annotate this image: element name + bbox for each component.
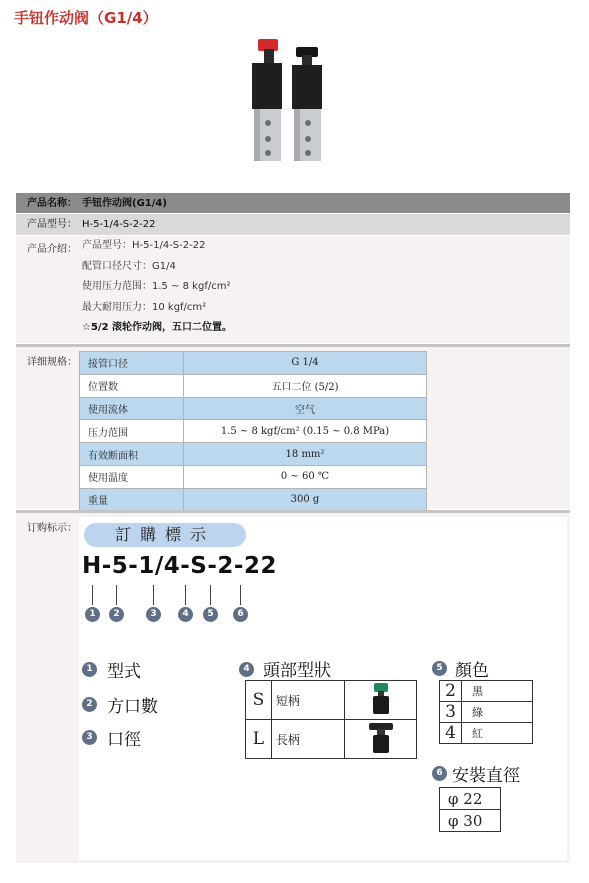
index-badge: 1 <box>85 607 100 622</box>
head-label: 短柄 <box>271 681 345 720</box>
mount-value: φ 22 <box>440 788 501 810</box>
name-value: 手钮作动阀(G1/4) <box>82 198 167 209</box>
detail-key: 压力范围 <box>80 420 184 443</box>
intro-line: ☆5/2 滚轮作动阀，五口二位置。 <box>82 322 233 333</box>
detail-table <box>79 351 427 512</box>
color-label: 紅 <box>462 723 533 744</box>
legend-mount: 安裝直徑 <box>452 766 520 786</box>
table-row <box>440 681 533 702</box>
legend-color: 顏色 <box>455 661 489 681</box>
order-panel <box>79 517 567 860</box>
index-badge: 3 <box>82 730 97 745</box>
table-row <box>80 443 427 466</box>
color-label: 黑 <box>462 681 533 702</box>
intro-row <box>16 236 570 344</box>
index-badge: 4 <box>239 662 254 677</box>
table-row <box>80 352 427 375</box>
index-badge: 2 <box>82 697 97 712</box>
legend-type: 型式 <box>107 662 141 682</box>
index-badge: 3 <box>146 607 161 622</box>
table-row <box>80 374 427 397</box>
table-row <box>80 488 427 511</box>
color-code: 4 <box>440 723 462 744</box>
intro-line: 产品型号：H-5-1/4-S-2-22 <box>82 240 206 251</box>
legend-head: 頭部型狀 <box>263 661 331 681</box>
head-label: 長柄 <box>271 720 345 759</box>
order-header: 訂購標示 <box>84 523 246 547</box>
intro-line: 最大耐用压力：10 kgf/cm² <box>82 301 207 313</box>
code-tick <box>153 585 154 605</box>
detail-key: 使用流体 <box>80 397 184 420</box>
legend-ports: 方口數 <box>107 697 158 717</box>
name-label: 产品名称： <box>27 198 77 209</box>
table-row <box>80 397 427 420</box>
detail-key: 有效断面积 <box>80 443 184 466</box>
detail-value: 0 ~ 60 ℃ <box>184 465 427 488</box>
index-badge: 2 <box>109 607 124 622</box>
detail-label: 详细规格： <box>27 357 77 368</box>
head-code: L <box>246 720 272 759</box>
code-tick <box>92 585 93 605</box>
model-value: H-5-1/4-S-2-22 <box>82 219 156 230</box>
code-tick <box>185 585 186 605</box>
name-row <box>16 193 570 214</box>
index-badge: 5 <box>432 661 447 676</box>
legend-bore: 口徑 <box>107 730 141 750</box>
detail-value: 空气 <box>184 397 427 420</box>
order-code: H-5-1/4-S-2-22 <box>82 553 277 579</box>
intro-line: 配管口径尺寸：G1/4 <box>82 260 176 272</box>
model-label: 产品型号： <box>27 219 77 230</box>
color-code: 2 <box>440 681 462 702</box>
index-badge: 6 <box>233 607 248 622</box>
detail-key: 重量 <box>80 488 184 511</box>
head-code: S <box>246 681 272 720</box>
product-photo <box>244 35 330 169</box>
detail-value: 18 mm² <box>184 443 427 466</box>
table-row <box>246 720 417 759</box>
table-row <box>246 681 417 720</box>
table-row <box>440 723 533 744</box>
spec-table <box>16 193 570 830</box>
code-tick <box>240 585 241 605</box>
table-row <box>440 702 533 723</box>
detail-value: 1.5 ~ 8 kgf/cm² (0.15 ~ 0.8 MPa) <box>184 420 427 443</box>
table-row <box>80 420 427 443</box>
mount-table <box>439 787 501 832</box>
order-label: 订购标示： <box>27 523 77 534</box>
page-title: 手钮作动阀（G1/4） <box>14 9 158 27</box>
intro-label: 产品介绍： <box>27 244 77 255</box>
color-table <box>439 680 533 744</box>
table-row <box>440 810 501 832</box>
model-row <box>16 214 570 236</box>
head-table <box>245 680 417 759</box>
detail-key: 接管口径 <box>80 352 184 375</box>
detail-key: 位置数 <box>80 374 184 397</box>
code-tick <box>210 585 211 605</box>
long-handle-icon <box>368 720 394 754</box>
code-tick <box>116 585 117 605</box>
order-row <box>16 513 570 863</box>
table-row <box>80 465 427 488</box>
intro-line: 使用压力范围：1.5 ~ 8 kgf/cm² <box>82 281 231 292</box>
index-badge: 1 <box>82 662 97 677</box>
short-handle-icon <box>370 681 392 715</box>
detail-key: 使用温度 <box>80 465 184 488</box>
index-badge: 5 <box>203 607 218 622</box>
detail-row <box>16 347 570 510</box>
table-row <box>440 788 501 810</box>
color-code: 3 <box>440 702 462 723</box>
detail-value: 300 g <box>184 488 427 511</box>
color-label: 綠 <box>462 702 533 723</box>
detail-value: 五口二位 (5/2) <box>184 374 427 397</box>
detail-value: G 1/4 <box>184 352 427 375</box>
index-badge: 4 <box>178 607 193 622</box>
mount-value: φ 30 <box>440 810 501 832</box>
index-badge: 6 <box>432 766 447 781</box>
